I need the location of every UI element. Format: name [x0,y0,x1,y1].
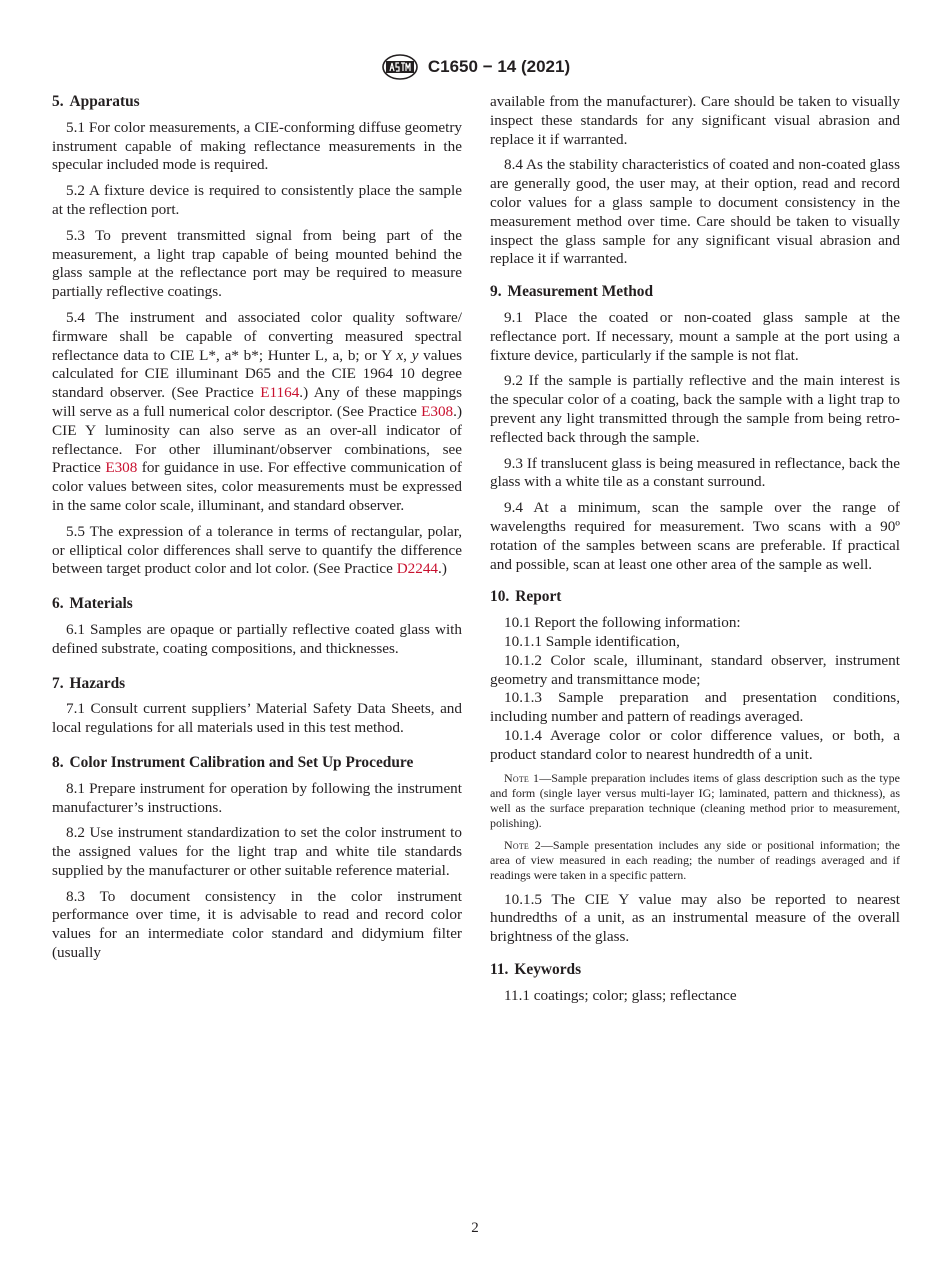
section-9-heading: 9. Measurement Method [490,283,654,301]
paragraph-10-1: 10.1 Report the following information: [504,614,741,632]
paragraph-5-3: 5.3 To prevent transmitted signal from being part of the measurement, a light trap capable of being mounted behind the glass sample at the reflectance port may be required to measure partially reflective coatings. [52,226,462,301]
reference-link-e1164[interactable]: E1164 [260,384,300,402]
reference-link-d2244[interactable]: D2244 [396,560,439,578]
paragraph-9-4: 9.4 At a minimum, scan the sample over the range of wavelengths required for measurement. Two scans with a 90º rotation of the samples between scans are preferable. If practical and possible, scan at least one other area of the sample as well. [490,499,900,573]
paragraph-10-1-5: 10.1.5 The CIE Y value may also be reported to nearest hundredths of a unit, as an instrumental measure of the overall brightness of the glass. [490,890,900,946]
paragraph-8-4: 8.4 As the stability characteristics of coated and non-coated glass are generally good, the user may, at their option, read and record color values for a glass sample to document consistency in the measurement method over time. Care should be taken to visually inspect the glass sample for any significant visual abrasion and replace it if warranted. [490,156,900,268]
page-header [0,52,950,82]
report-items-list [490,614,900,764]
paragraph-8-2: 8.2 Use instrument standardization to set the color instrument to the assigned values for the light trap and white tile standards supplied by the manufacturer or other suitable reference material. [52,824,462,879]
page-number: 2 [471,1220,479,1236]
left-column [52,93,462,970]
paragraph-6-1: 6.1 Samples are opaque or partially reflective coated glass with defined substrate, coating compositions, and thicknesses. [52,620,462,657]
paragraph-5-2: 5.2 A fixture device is required to consistently place the sample at the reflection port. [52,182,462,218]
paragraph-7-1: 7.1 Consult current suppliers’ Material Safety Data Sheets, and local regulations for all materials used in this test method. [52,700,462,737]
section-11-heading: 11. Keywords [490,960,582,978]
paragraph-5-4: 5.4 The instrument and associated color quality software/ firmware shall be capable of converting measured spectral reflectance data to CIE L*, a* b*; Hunter L, a, b; or Y x, y values calculated for CIE illuminant D65 and the CIE 1964 10 degree standard observer. (See Practice E1164.) Any of these mappings will serve as a full numerical color descriptor. (See Practice E308.) CIE Y luminosity can also serve as an over-all indicator of reflectance. For other illuminant/observer combinations, see Practice E308 for guidance in use. For effective communication of color values between sites, color measurements must be expressed in the same color scale, illuminant, and standard observer. [52,308,462,514]
paragraph-5-5: 5.5 The expression of a tolerance in terms of rectangular, polar, or elliptical color differences shall serve to quantify the difference between target product color and lot color. (See Practice D2244.) [52,522,462,578]
paragraph-11-1: 11.1 coatings; color; glass; reflectance [504,986,737,1004]
reference-link-e308[interactable]: E308 [421,402,454,420]
paragraph-10-1-2: 10.1.2 Color scale, illuminant, standard observer, instrument geometry and transmittance mode; [490,651,900,688]
section-5-heading: 5. Apparatus [52,93,140,110]
paragraph-10-1-1: 10.1.1 Sample identification, [504,632,680,650]
document-designation: C1650 − 14 (2021) [427,57,571,76]
paragraph-5-1: 5.1 For color measurements, a CIE-conforming diffuse geometry instrument capable of making reflectance measurements in the specular included mode is required. [52,118,462,174]
section-7-heading: 7. Hazards [52,674,126,692]
note-2: Note 2—Sample presentation includes any side or positional information; the area of view measured in each reading; the number of readings averaged and if readings were taken in a specific pattern. [490,837,901,882]
section-10-heading: 10. Report [490,588,562,606]
reference-link-e308-second[interactable]: E308 [105,459,138,477]
note-1: Note 1—Sample preparation includes items of glass description such as the type and form (single layer versus multi-layer IG; laminated, pattern and thickness), as well as the surface preparation technique (cleaning method prior to measurement, polishing). [490,770,901,830]
astm-logo-icon [380,52,420,82]
section-8-heading: 8. Color Instrument Calibration and Set Up Procedure [52,753,414,771]
right-column [490,93,900,1012]
paragraph-10-1-3: 10.1.3 Sample preparation and presentation conditions, including number and pattern of readings averaged. [490,689,900,726]
paragraph-9-1: 9.1 Place the coated or non-coated glass sample at the reflectance port. If necessary, mount a sample at the port using a fixture device, particularly if the sample is not flat. [490,308,900,364]
paragraph-9-3: 9.3 If translucent glass is being measured in reflectance, back the glass with a white tile as a constant surround. [490,454,900,491]
paragraph-8-3-continued: available from the manufacturer). Care should be taken to visually inspect these standards for any significant visual abrasion and replace it if warranted. [490,93,900,148]
section-6-heading: 6. Materials [52,595,133,613]
paragraph-10-1-4: 10.1.4 Average color or color difference values, or both, a product standard color to nearest hundredth of a unit. [490,726,900,763]
paragraph-8-3: 8.3 To document consistency in the color instrument performance over time, it is advisable to read and record color values for an intermediate color standard and didymium filter (usually [52,887,462,962]
paragraph-9-2: 9.2 If the sample is partially reflective and the main interest is the specular color of a coating, back the sample with a light trap to prevent any light transmitted through the sample from being retro-reflected back through the sample. [490,372,900,446]
paragraph-8-1: 8.1 Prepare instrument for operation by following the instrument manufacturer’s instructions. [52,779,462,816]
